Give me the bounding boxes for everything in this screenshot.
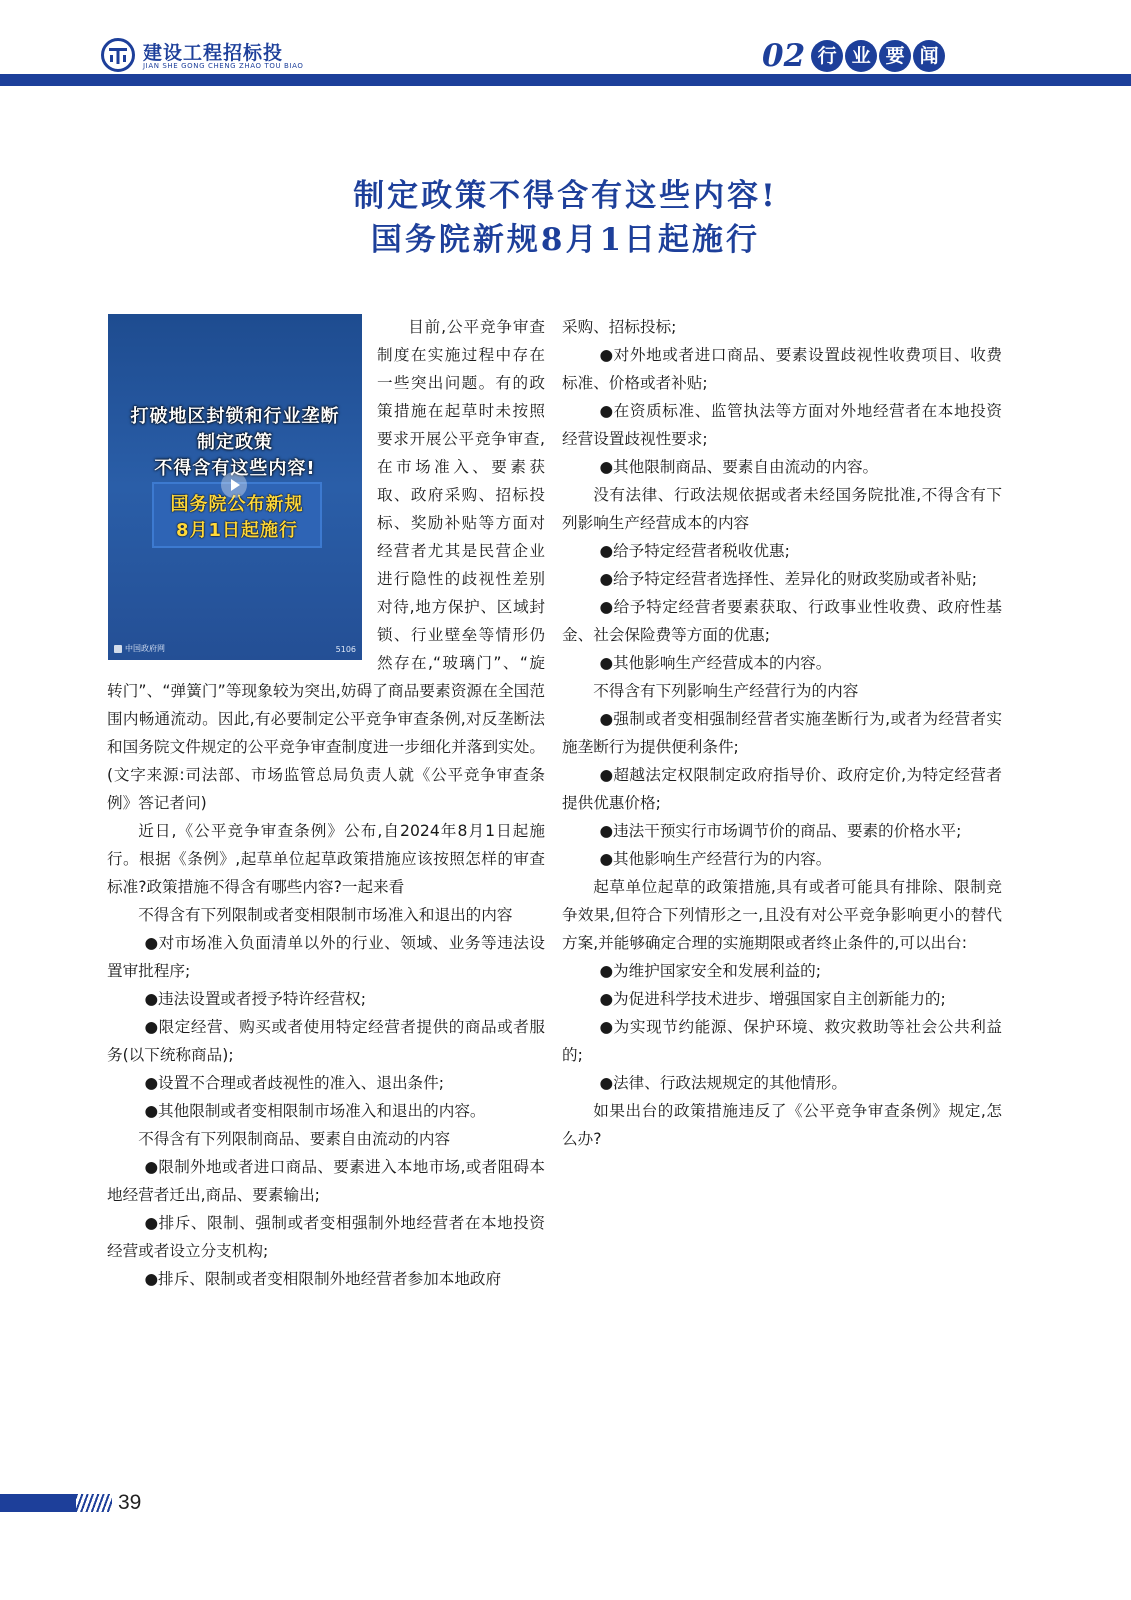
section-char: 业 [845, 40, 877, 72]
article-title-line1: 制定政策不得含有这些内容! [353, 178, 778, 214]
bullet-item: ●法律、行政法规规定的其他情形。 [599, 1074, 847, 1092]
bullet-item: ●其他限制或者变相限制市场准入和退出的内容。 [144, 1102, 486, 1120]
bullet-item: ●给予特定经营者税收优惠; [599, 542, 790, 560]
bullet-item: ●排斥、限制或者变相限制外地经营者参加本地政府 [144, 1270, 502, 1288]
video-source-label: 中国政府网 [125, 644, 165, 653]
video-caption-line: 打破地区封锁和行业垄断 [130, 406, 340, 427]
bullet-item: ●对市场准入负面清单以外的行业、领域、业务等违法设置审批程序; [107, 934, 545, 980]
bullet-item: ●给予特定经营者选择性、差异化的财政奖励或者补贴; [599, 570, 977, 588]
brand-name: 建设工程招标投 [143, 42, 284, 64]
section-heading: 不得含有下列限制商品、要素自由流动的内容 [138, 1130, 451, 1148]
article-column-left [107, 313, 545, 1293]
section-heading: 不得含有下列影响生产经营行为的内容 [593, 682, 859, 700]
footer-bar [0, 1494, 76, 1512]
bullet-item: ●其他影响生产经营成本的内容。 [599, 654, 832, 672]
section-heading: 不得含有下列限制或者变相限制市场准入和退出的内容 [138, 906, 513, 924]
header-band-notch [0, 74, 60, 86]
section-label [762, 38, 947, 78]
bullet-item: ●设置不合理或者歧视性的准入、退出条件; [144, 1074, 444, 1092]
video-highlight-line: 国务院公布新规 [170, 494, 304, 515]
article-title-line2: 国务院新规8月1日起施行 [370, 222, 761, 258]
footer-stripes [76, 1494, 112, 1512]
brand-pinyin: JIAN SHE GONG CHENG ZHAO TOU BIAO [143, 62, 304, 70]
bullet-item: ●为实现节约能源、保护环境、救灾救助等社会公共利益的; [562, 1018, 1002, 1064]
video-view-count: 5106 [335, 645, 356, 654]
paragraph: 如果出台的政策措施违反了《公平竞争审查条例》规定,怎么办? [562, 1102, 1002, 1148]
bullet-item: ●强制或者变相强制经营者实施垄断行为,或者为经营者实施垄断行为提供便利条件; [562, 710, 1002, 756]
bullet-item: ●违法设置或者授予特许经营权; [144, 990, 367, 1008]
bullet-item: ●排斥、限制、强制或者变相强制外地经营者在本地投资经营或者设立分支机构; [107, 1214, 545, 1260]
bullet-item: ●违法干预实行市场调节价的商品、要素的价格水平; [599, 822, 962, 840]
bullet-item: ●限定经营、购买或者使用特定经营者提供的商品或者服务(以下统称商品); [107, 1018, 545, 1064]
video-caption-line: 制定政策 [197, 432, 273, 453]
video-highlight-line: 8月1日起施行 [175, 520, 299, 541]
section-char: 行 [811, 40, 843, 72]
video-caption-line: 不得含有这些内容! [154, 458, 316, 479]
paragraph: 采购、招标投标; [562, 318, 677, 336]
page-number: 39 [118, 1491, 142, 1514]
image-wrap-space [107, 313, 377, 677]
bullet-item: ●其他影响生产经营行为的内容。 [599, 850, 832, 868]
article-column-right [562, 313, 1002, 1153]
section-char: 闻 [913, 40, 945, 72]
bullet-item: ●超越法定权限制定政府指导价、政府定价,为特定经营者提供优惠价格; [562, 766, 1002, 812]
bullet-item: ●其他限制商品、要素自由流动的内容。 [599, 458, 879, 476]
section-char: 要 [879, 40, 911, 72]
bullet-item: ●在资质标准、监管执法等方面对外地经营者在本地投资经营设置歧视性要求; [562, 402, 1002, 448]
bullet-item: ●为维护国家安全和发展利益的; [599, 962, 822, 980]
bullet-item: ●给予特定经营者要素获取、行政事业性收费、政府性基金、社会保险费等方面的优惠; [562, 598, 1002, 644]
section-heading: 没有法律、行政法规依据或者未经国务院批准,不得含有下列影响生产经营成本的内容 [562, 486, 1002, 532]
paragraph: 目前,公平竞争审查制度在实施过程中存在一些突出问题。有的政策措施在起草时未按照要求开展公平竞争审查,在市场准入、要素获取、政府采购、招标投标、奖励补贴等方面对经营者尤其是民营企业进行隐性的歧视性差别对待,地方保护、区域封锁、行业壁垒等情形仍然存在,“玻璃门”、“旋转门”、“弹簧门”等现象较为突出,妨碍了商品要素资源在全国范围内畅通流动。因此,有必要制定公平竞争审查条例,对反垄断法和国务院文件规定的公平竞争审查制度进一步细化并落到实处。(文字来源:司法部、市场监管总局负责人就《公平竞争审查条例》答记者问) [107, 318, 545, 812]
logo-icon [101, 38, 135, 72]
bullet-item: ●对外地或者进口商品、要素设置歧视性收费项目、收费标准、价格或者补贴; [562, 346, 1002, 392]
bullet-item: ●为促进科学技术进步、增强国家自主创新能力的; [599, 990, 946, 1008]
bullet-item: ●限制外地或者进口商品、要素进入本地市场,或者阻碍本地经营者迁出,商品、要素输出; [107, 1158, 545, 1204]
paragraph: 近日,《公平竞争审查条例》公布,自2024年8月1日起施行。根据《条例》,起草单位起草政策措施应该按照怎样的审查标准?政策措施不得含有哪些内容?一起来看 [107, 822, 545, 896]
paragraph: 起草单位起草的政策措施,具有或者可能具有排除、限制竞争效果,但符合下列情形之一,且没有对公平竞争影响更小的替代方案,并能够确定合理的实施期限或者终止条件的,可以出台: [562, 878, 1002, 952]
section-number: 02 [762, 38, 806, 74]
